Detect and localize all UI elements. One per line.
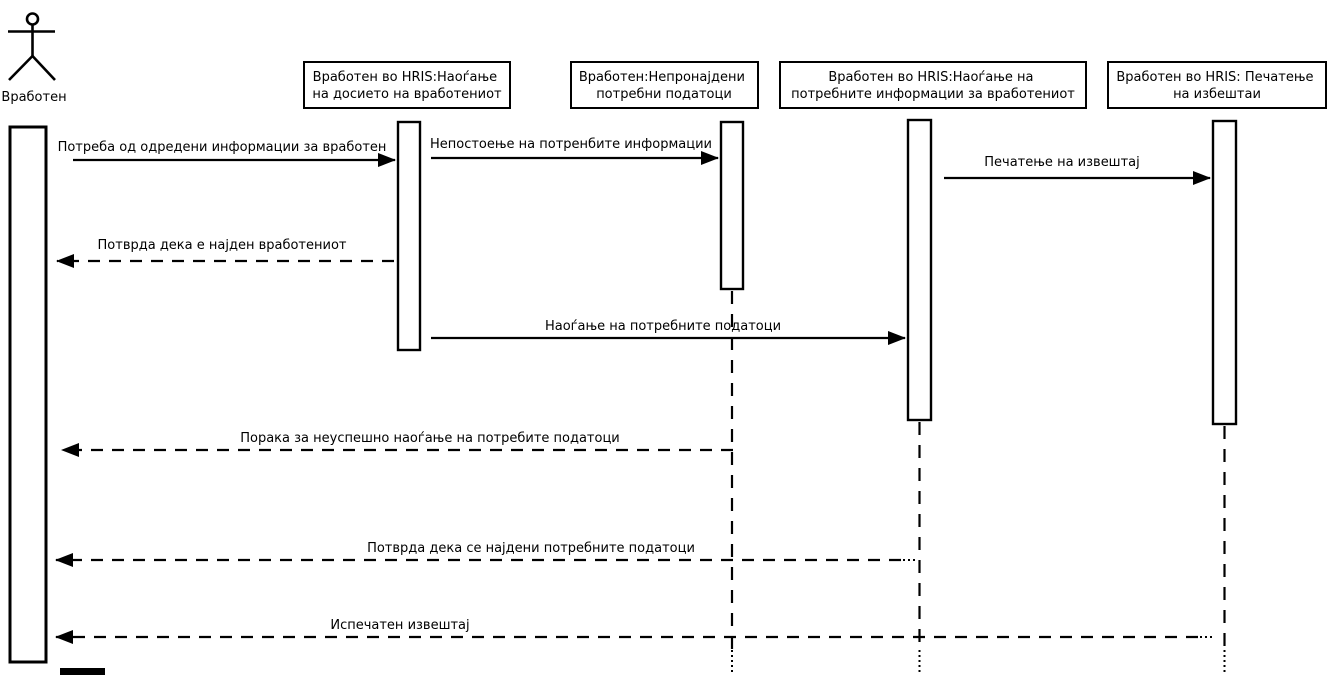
activation-print-report bbox=[1213, 121, 1236, 424]
message-label: Потврда дека се најдени потребните податоци bbox=[367, 541, 695, 556]
object-label-line: потребните информации за вработениот bbox=[791, 87, 1075, 102]
message-data-found bbox=[56, 541, 918, 560]
actor-leg-right bbox=[33, 56, 56, 80]
object-label-line: потребни податоци bbox=[596, 87, 732, 102]
message-label: Потреба од одредени информации за вработен bbox=[57, 140, 387, 155]
message-label: Непостоење на потренбите информации bbox=[429, 137, 713, 152]
message-need-info bbox=[58, 140, 395, 160]
activation-actor bbox=[10, 127, 46, 662]
actor-leg-left bbox=[9, 56, 33, 80]
activation-find-info bbox=[908, 120, 931, 420]
message-employee-found bbox=[57, 238, 394, 261]
message-label: Испечатен извештај bbox=[330, 618, 470, 633]
message-info-missing bbox=[430, 137, 718, 158]
message-find-failed bbox=[62, 431, 733, 450]
object-label-line: Вработен во HRIS: Печатење bbox=[1116, 70, 1314, 85]
actor-employee bbox=[1, 14, 66, 106]
object-box-find-info bbox=[780, 62, 1086, 108]
actor-label: Вработен bbox=[1, 90, 67, 105]
object-label-line: на избештаи bbox=[1173, 87, 1261, 102]
object-box-print-report bbox=[1108, 62, 1326, 108]
activation-data-not-found bbox=[721, 122, 743, 289]
message-label: Потврда дека е најден вработениот bbox=[97, 238, 347, 253]
message-find-data bbox=[431, 319, 905, 338]
message-label: Наоѓање на потребните податоци bbox=[544, 319, 782, 334]
activation-find-dossier bbox=[398, 122, 420, 350]
object-box-find-dossier bbox=[304, 62, 510, 108]
object-label-line: Вработен во HRIS:Наоѓање bbox=[312, 70, 498, 85]
message-label: Печатење на извештај bbox=[984, 155, 1140, 170]
message-label: Порака за неуспешно наоѓање на потребите податоци bbox=[240, 431, 620, 446]
message-report-printed bbox=[56, 618, 1215, 637]
object-box-data-not-found bbox=[571, 62, 758, 108]
message-print-report bbox=[944, 155, 1210, 178]
object-label-line: Вработен во HRIS:Наоѓање на bbox=[828, 70, 1034, 85]
object-label-line: на досието на вработениот bbox=[312, 87, 502, 102]
actor-head-icon bbox=[27, 14, 38, 25]
object-label-line: Вработен:Непронајдени bbox=[578, 70, 745, 85]
bottom-edge-artifact bbox=[60, 668, 105, 675]
